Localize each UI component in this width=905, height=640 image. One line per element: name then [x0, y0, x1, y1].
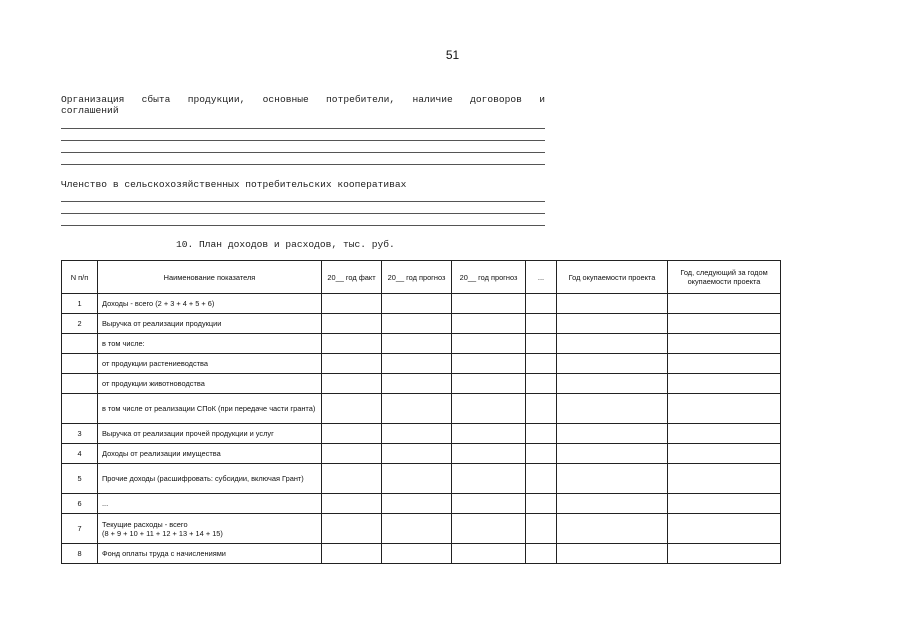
- value-cell: [452, 334, 526, 354]
- income-expense-table: [61, 260, 781, 564]
- value-cell: [526, 424, 557, 444]
- value-cell: [382, 464, 452, 494]
- value-cell: [557, 444, 668, 464]
- value-cell: [557, 394, 668, 424]
- value-cell: [526, 334, 557, 354]
- value-cell: [322, 394, 382, 424]
- value-cell: [668, 394, 781, 424]
- value-cell: [452, 394, 526, 424]
- value-cell: [526, 514, 557, 544]
- indicator-name: Прочие доходы (расшифровать: субсидии, включая Грант): [98, 464, 322, 494]
- value-cell: [452, 514, 526, 544]
- value-cell: [452, 354, 526, 374]
- value-cell: [322, 514, 382, 544]
- value-cell: [382, 374, 452, 394]
- value-cell: [382, 424, 452, 444]
- paragraph-line: соглашений: [61, 105, 119, 116]
- value-cell: [557, 544, 668, 564]
- value-cell: [382, 294, 452, 314]
- value-cell: [668, 464, 781, 494]
- table-row: [62, 444, 781, 464]
- value-cell: [452, 464, 526, 494]
- table-row: [62, 544, 781, 564]
- value-cell: [452, 314, 526, 334]
- value-cell: [668, 334, 781, 354]
- indicator-name: ...: [98, 494, 322, 514]
- value-cell: [322, 444, 382, 464]
- fill-in-line: [61, 201, 545, 202]
- row-number: 4: [62, 444, 98, 464]
- value-cell: [452, 424, 526, 444]
- value-cell: [557, 294, 668, 314]
- value-cell: [668, 444, 781, 464]
- table-row: [62, 334, 781, 354]
- indicator-name: от продукции растениеводства: [98, 354, 322, 374]
- row-number: 8: [62, 544, 98, 564]
- row-number: [62, 334, 98, 354]
- value-cell: [452, 294, 526, 314]
- row-number: 7: [62, 514, 98, 544]
- value-cell: [526, 494, 557, 514]
- row-number: 2: [62, 314, 98, 334]
- value-cell: [452, 374, 526, 394]
- table-row: [62, 424, 781, 444]
- row-number: 6: [62, 494, 98, 514]
- table-row: [62, 464, 781, 494]
- column-header: Год, следующий за годом окупаемости проекта: [668, 261, 781, 294]
- column-header: Наименование показателя: [98, 261, 322, 294]
- value-cell: [668, 544, 781, 564]
- table-row: [62, 374, 781, 394]
- row-number: 3: [62, 424, 98, 444]
- fill-in-line: [61, 128, 545, 129]
- value-cell: [452, 494, 526, 514]
- value-cell: [557, 464, 668, 494]
- cooperative-membership-paragraph: Членство в сельскохозяйственных потребительских кооперативах: [61, 179, 407, 190]
- value-cell: [526, 354, 557, 374]
- value-cell: [322, 494, 382, 514]
- value-cell: [668, 294, 781, 314]
- row-number: [62, 374, 98, 394]
- sales-organization-paragraph: [61, 94, 545, 116]
- row-number: [62, 354, 98, 374]
- value-cell: [526, 444, 557, 464]
- indicator-name: Выручка от реализации прочей продукции и услуг: [98, 424, 322, 444]
- value-cell: [322, 354, 382, 374]
- fill-in-line: [61, 152, 545, 153]
- value-cell: [452, 444, 526, 464]
- value-cell: [382, 494, 452, 514]
- section-title: 10. План доходов и расходов, тыс. руб.: [176, 239, 395, 250]
- value-cell: [526, 544, 557, 564]
- fill-in-line: [61, 213, 545, 214]
- value-cell: [557, 334, 668, 354]
- value-cell: [526, 394, 557, 424]
- page-number: 51: [445, 48, 460, 62]
- table-header-row: [62, 261, 781, 294]
- value-cell: [668, 494, 781, 514]
- value-cell: [322, 334, 382, 354]
- paragraph-line: Организация сбыта продукции, основные потребители, наличие договоров и: [61, 94, 545, 105]
- value-cell: [382, 354, 452, 374]
- indicator-name: Доходы - всего (2 + 3 + 4 + 5 + 6): [98, 294, 322, 314]
- indicator-name: Фонд оплаты труда с начислениями: [98, 544, 322, 564]
- table-body: [62, 294, 781, 564]
- indicator-name: Доходы от реализации имущества: [98, 444, 322, 464]
- value-cell: [668, 354, 781, 374]
- value-cell: [526, 464, 557, 494]
- value-cell: [452, 544, 526, 564]
- fill-in-line: [61, 140, 545, 141]
- indicator-name: в том числе от реализации СПоК (при передаче части гранта): [98, 394, 322, 424]
- value-cell: [668, 314, 781, 334]
- column-header: ...: [526, 261, 557, 294]
- value-cell: [557, 494, 668, 514]
- indicator-name: Текущие расходы - всего (8 + 9 + 10 + 11 + 12 + 13 + 14 + 15): [98, 514, 322, 544]
- value-cell: [557, 514, 668, 544]
- indicator-name: от продукции животноводства: [98, 374, 322, 394]
- fill-in-line: [61, 164, 545, 165]
- value-cell: [557, 374, 668, 394]
- column-header: 20__ год факт: [322, 261, 382, 294]
- value-cell: [382, 444, 452, 464]
- indicator-name: Выручка от реализации продукции: [98, 314, 322, 334]
- value-cell: [382, 314, 452, 334]
- value-cell: [526, 374, 557, 394]
- indicator-name: в том числе:: [98, 334, 322, 354]
- value-cell: [322, 464, 382, 494]
- column-header: Год окупаемости проекта: [557, 261, 668, 294]
- value-cell: [322, 314, 382, 334]
- value-cell: [382, 544, 452, 564]
- value-cell: [526, 314, 557, 334]
- value-cell: [668, 424, 781, 444]
- row-number: [62, 394, 98, 424]
- value-cell: [557, 424, 668, 444]
- fill-in-line: [61, 225, 545, 226]
- table-row: [62, 354, 781, 374]
- column-header: N п/п: [62, 261, 98, 294]
- table-row: [62, 394, 781, 424]
- value-cell: [557, 314, 668, 334]
- value-cell: [382, 334, 452, 354]
- table-row: [62, 494, 781, 514]
- value-cell: [382, 394, 452, 424]
- table-row: [62, 314, 781, 334]
- value-cell: [668, 374, 781, 394]
- column-header: 20__ год прогноз: [452, 261, 526, 294]
- table-row: [62, 294, 781, 314]
- row-number: 5: [62, 464, 98, 494]
- value-cell: [322, 424, 382, 444]
- value-cell: [668, 514, 781, 544]
- value-cell: [322, 294, 382, 314]
- value-cell: [382, 514, 452, 544]
- value-cell: [526, 294, 557, 314]
- row-number: 1: [62, 294, 98, 314]
- value-cell: [322, 544, 382, 564]
- table-row: [62, 514, 781, 544]
- column-header: 20__ год прогноз: [382, 261, 452, 294]
- value-cell: [322, 374, 382, 394]
- value-cell: [557, 354, 668, 374]
